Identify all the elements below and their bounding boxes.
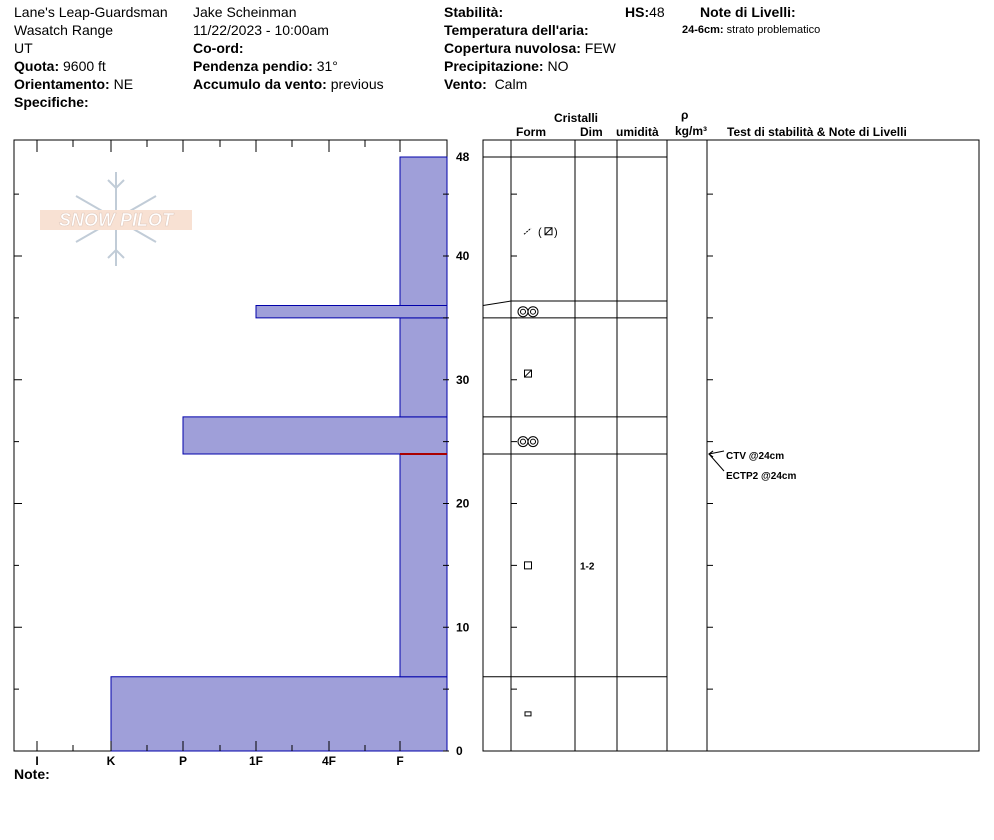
y-tick-label-20: 20 <box>456 496 470 511</box>
location: Lane's Leap-Guardsman <box>14 4 168 20</box>
elevation-label: Quota: <box>14 58 60 74</box>
y-tick-label-10: 10 <box>456 620 470 635</box>
stability-label: Stabilità: <box>444 4 504 20</box>
surface-hoar-outer-0 <box>518 437 528 447</box>
snowpilot-logo <box>40 172 192 266</box>
paren-open: ( <box>538 226 542 239</box>
test-arrow-1 <box>709 454 724 471</box>
wind-load-label: Accumulo da vento: <box>193 76 327 92</box>
cloud-value: FEW <box>584 40 616 56</box>
surface-hoar-inner-1 <box>531 309 536 314</box>
paren-close: ) <box>554 226 558 239</box>
surface-hoar-inner-1 <box>531 439 536 444</box>
grain-form-rounded-faceted <box>525 370 532 377</box>
layer-note-depth: 24-6cm: <box>682 24 724 36</box>
grain-size-label: 1-2 <box>580 561 595 573</box>
stability-test-label-0: CTV @24cm <box>726 451 785 462</box>
surface-hoar-outer-1 <box>528 307 538 317</box>
logo-text: SNOW PILOT <box>59 210 173 230</box>
datetime: 11/22/2023 - 10:00am <box>193 22 329 38</box>
hardness-bar-1 <box>400 454 447 677</box>
tests-header: Test di stabilità & Note di Livelli <box>727 125 907 139</box>
rounded-faceted-slash <box>545 228 552 235</box>
slope-label: Pendenza pendio: <box>193 58 313 74</box>
y-tick-label-0: 0 <box>456 744 463 758</box>
y-tick-label-40: 40 <box>456 249 470 263</box>
surface-hoar-outer-0 <box>518 307 528 317</box>
layer-notes-label: Note di Livelli: <box>700 4 796 20</box>
y-tick-label-48: 48 <box>456 150 470 164</box>
state: UT <box>14 40 33 56</box>
cloud-label: Copertura nuvolosa: <box>444 40 581 56</box>
grain-form-surface-hoar <box>518 307 538 317</box>
x-tick-label-1F: 1F <box>248 754 264 768</box>
precip-value: NO <box>547 58 569 74</box>
density-unit-header: kg/m³ <box>675 124 708 138</box>
form-header: Form <box>516 125 546 139</box>
x-tick-label-4F: 4F <box>321 754 337 768</box>
wind-value: Calm <box>494 76 528 92</box>
melt-freeze-crust-icon <box>525 712 531 716</box>
range: Wasatch Range <box>14 22 114 38</box>
size-header: Dim <box>580 125 603 139</box>
aspect-label: Orientamento: <box>14 76 110 92</box>
aspect-value: NE <box>113 76 134 92</box>
x-tick-label-K: K <box>106 754 116 768</box>
y-tick-label-30: 30 <box>456 372 470 387</box>
x-tick-label-I: I <box>35 754 39 768</box>
wind-load-value: previous <box>330 76 384 92</box>
faceted-icon <box>525 562 532 569</box>
precip-label: Precipitazione: <box>444 58 544 74</box>
moisture-header: umidità <box>616 125 659 139</box>
depth-connector-1 <box>483 301 511 306</box>
hardness-bar-2 <box>183 417 447 454</box>
air-temp-label: Temperatura dell'aria: <box>444 22 589 38</box>
coord-label: Co-ord: <box>193 40 244 56</box>
rho-header: ρ <box>681 108 689 122</box>
surface-hoar-outer-1 <box>528 437 538 447</box>
layer-note-text: strato problematico <box>726 24 821 36</box>
surface-hoar-inner-0 <box>521 439 526 444</box>
hardness-bar-4 <box>256 306 447 318</box>
crystals-header: Cristalli <box>554 111 599 125</box>
observer: Jake Scheinman <box>193 4 297 20</box>
note-label: Note: <box>14 766 50 782</box>
hs-value: 48 <box>649 4 665 20</box>
grain-form-melt-freeze-crust <box>525 712 531 716</box>
x-tick-label-P: P <box>178 754 188 768</box>
x-tick-label-F: F <box>396 754 404 768</box>
grain-form-precipitation-particles-rounded-faceted <box>524 226 558 238</box>
grain-form-surface-hoar <box>518 437 538 447</box>
surface-hoar-inner-0 <box>521 309 526 314</box>
wind-label: Vento: <box>444 76 487 92</box>
grain-form-faceted <box>525 562 532 569</box>
slope-value: 31° <box>316 58 338 74</box>
hardness-bar-3 <box>400 318 447 417</box>
rounded-faceted-slash <box>525 370 532 377</box>
precipitation-particles-icon <box>524 228 531 234</box>
stability-test-label-1: ECTP2 @24cm <box>726 471 797 482</box>
hardness-bar-0 <box>111 677 447 751</box>
elevation-value: 9600 ft <box>63 58 106 74</box>
hardness-bar-5 <box>400 157 447 306</box>
specifics-label: Specifiche: <box>14 94 89 110</box>
hs-label: HS: <box>625 4 650 20</box>
